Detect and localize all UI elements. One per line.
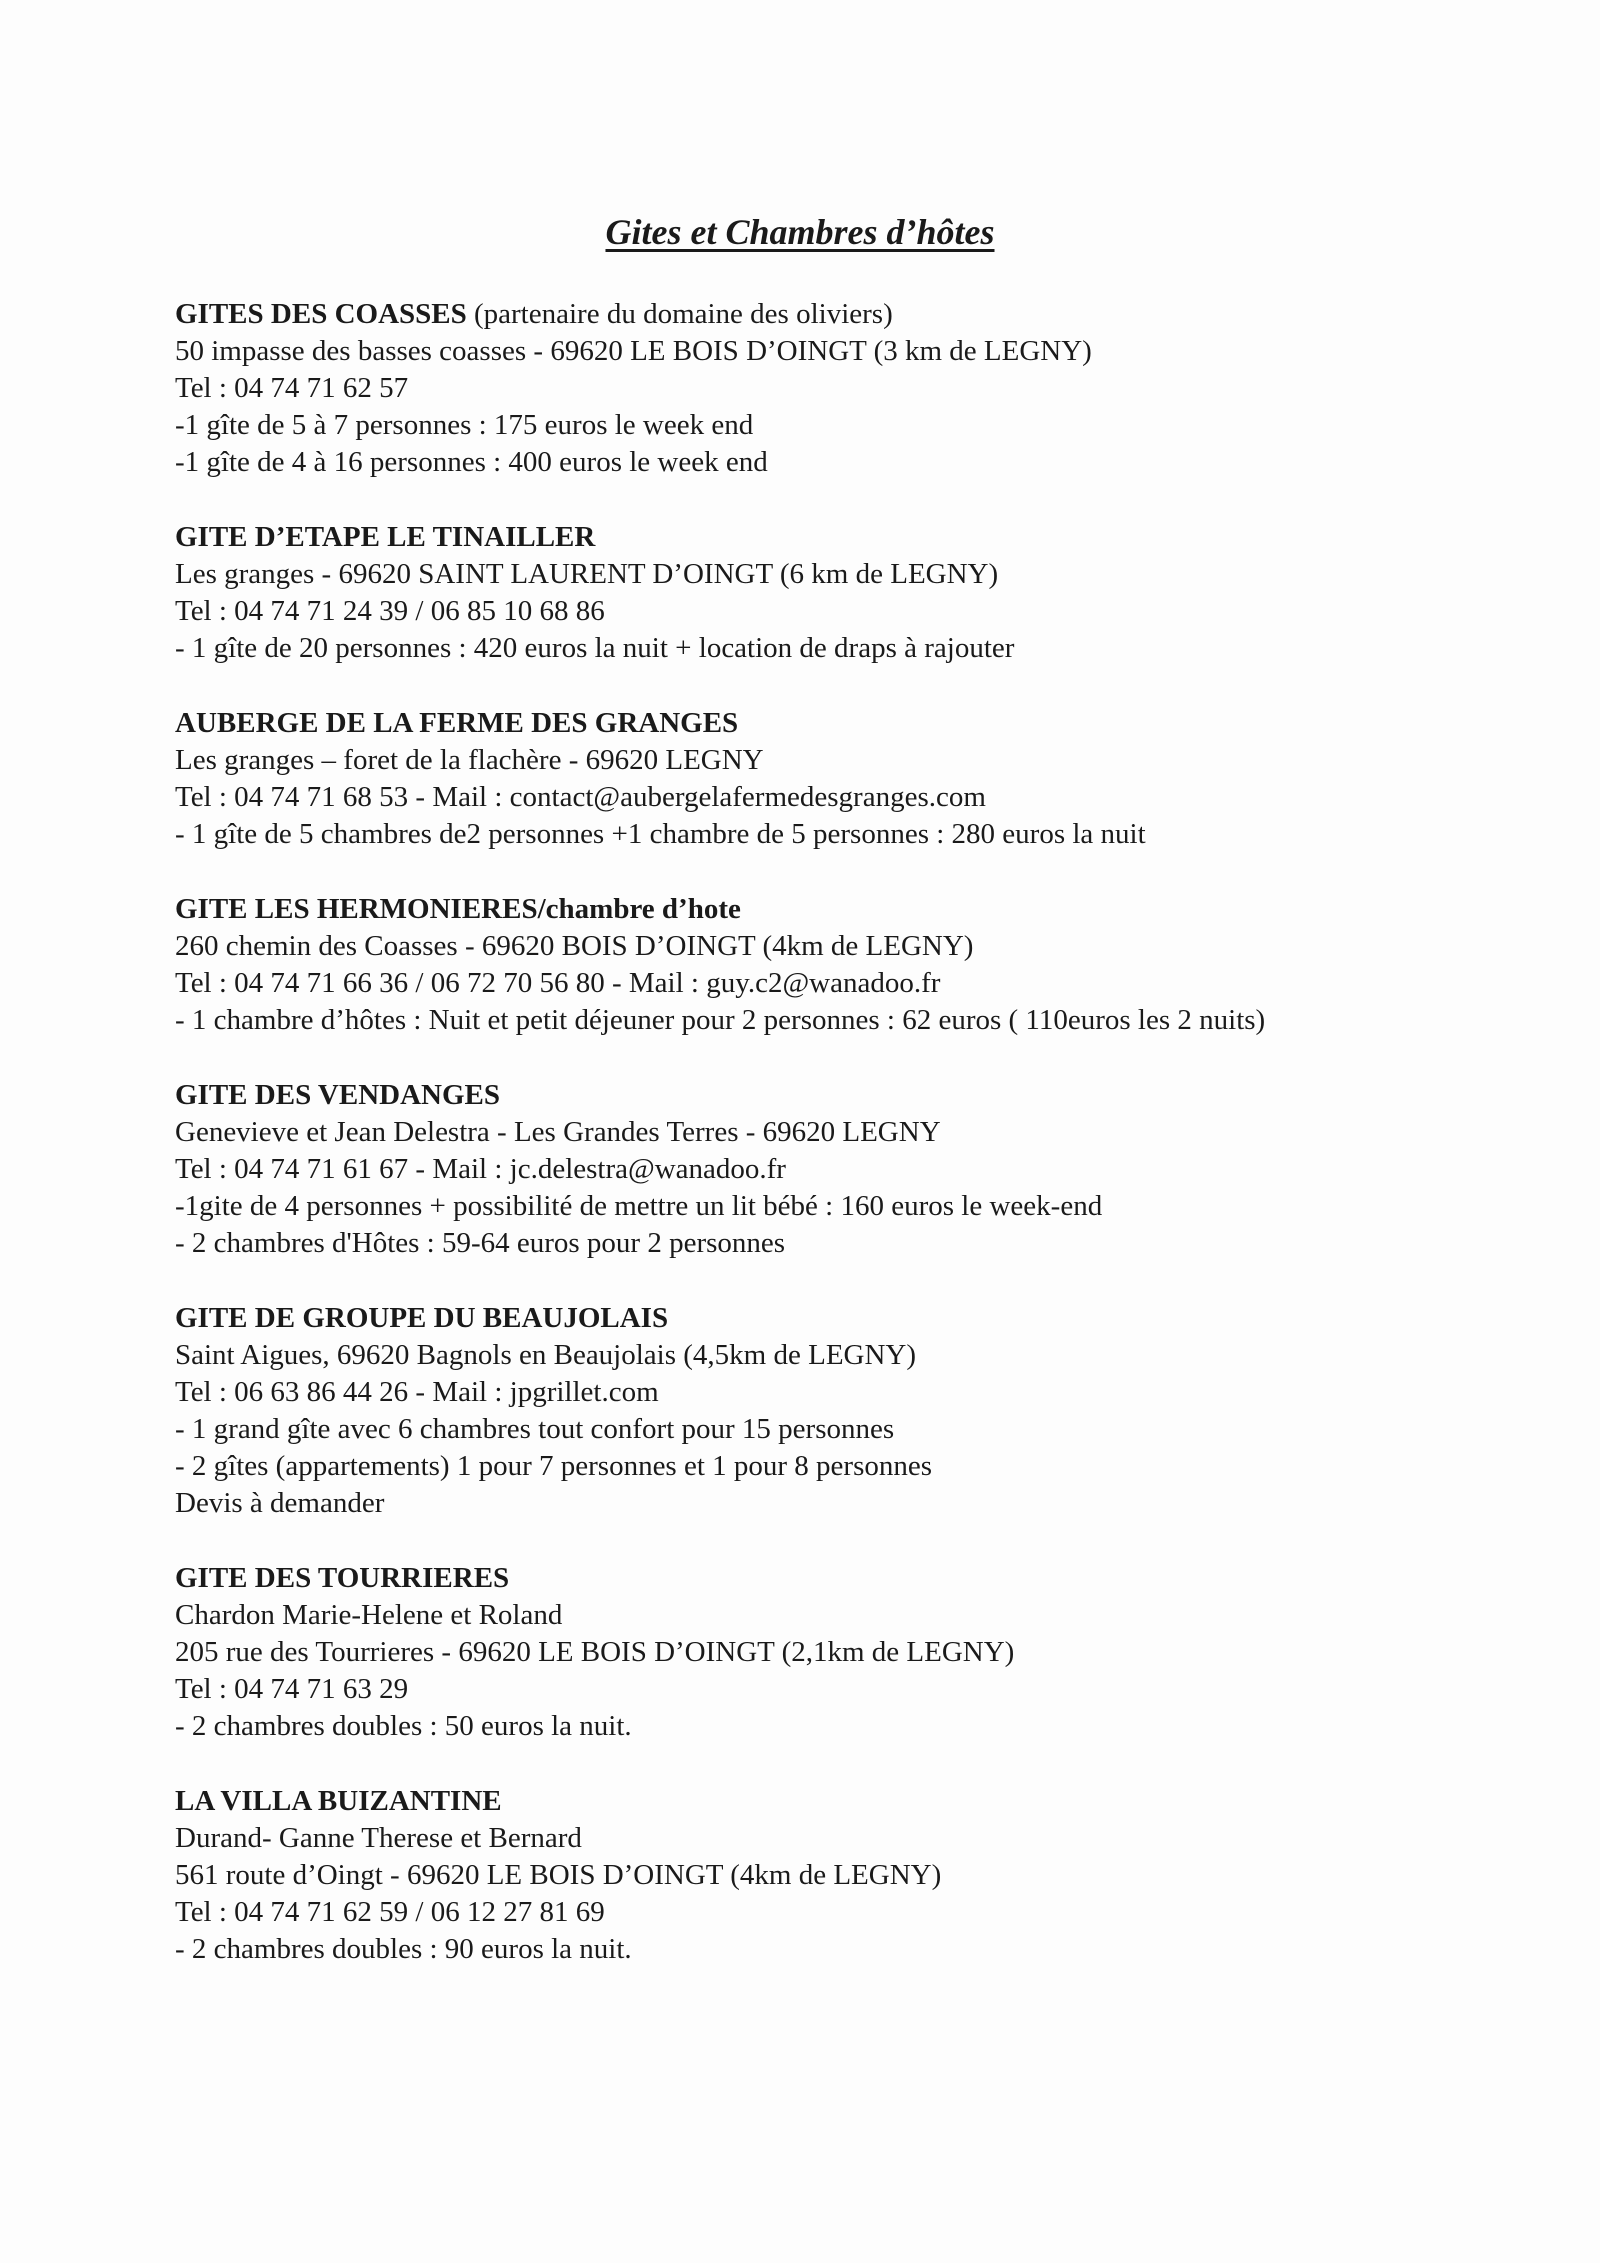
listing-name: GITE DES TOURRIERES xyxy=(175,1562,510,1594)
listing-entry xyxy=(175,519,1475,667)
listing-heading xyxy=(175,1077,1475,1114)
listing-detail-line: Les granges – foret de la flachère - 69620 LEGNY xyxy=(175,744,764,776)
listing-detail-line: - 2 chambres doubles : 50 euros la nuit. xyxy=(175,1710,632,1742)
listing-detail-line: - 1 chambre d’hôtes : Nuit et petit déjeuner pour 2 personnes : 62 euros ( 110euros les 2 nuits) xyxy=(175,1004,1266,1036)
page-title: Gites et Chambres d’hôtes xyxy=(605,212,995,252)
listing-detail-line: Saint Aigues, 69620 Bagnols en Beaujolais (4,5km de LEGNY) xyxy=(175,1339,917,1371)
listing-entry xyxy=(175,296,1475,481)
listing-detail-line: 561 route d’Oingt - 69620 LE BOIS D’OINGT (4km de LEGNY) xyxy=(175,1859,942,1891)
listing-detail-line: Genevieve et Jean Delestra - Les Grandes Terres - 69620 LEGNY xyxy=(175,1116,941,1148)
listing-detail-line: Tel : 04 74 71 24 39 / 06 85 10 68 86 xyxy=(175,595,605,627)
listing-entry xyxy=(175,1783,1475,1968)
listing-detail-line: Devis à demander xyxy=(175,1487,385,1519)
listing-detail-line: - 2 chambres doubles : 90 euros la nuit. xyxy=(175,1933,632,1965)
listing-heading xyxy=(175,705,1475,742)
listing-detail-line: - 1 gîte de 5 chambres de2 personnes +1 chambre de 5 personnes : 280 euros la nuit xyxy=(175,818,1146,850)
listing-entry xyxy=(175,1300,1475,1522)
listing-detail-line: -1 gîte de 4 à 16 personnes : 400 euros le week end xyxy=(175,446,768,478)
listing-heading xyxy=(175,891,1475,928)
listing-heading xyxy=(175,1783,1475,1820)
listing-detail-line: Tel : 04 74 71 62 59 / 06 12 27 81 69 xyxy=(175,1896,605,1928)
listing-detail-line: Tel : 04 74 71 68 53 - Mail : contact@aubergelafermedesgranges.com xyxy=(175,781,986,813)
listing-entry xyxy=(175,1560,1475,1745)
listing-detail-line: Les granges - 69620 SAINT LAURENT D’OINGT (6 km de LEGNY) xyxy=(175,558,999,590)
listing-name: GITES DES COASSES xyxy=(175,298,467,330)
listing-detail-line: Tel : 04 74 71 63 29 xyxy=(175,1673,409,1705)
listings xyxy=(175,296,1475,2006)
listing-heading xyxy=(175,519,1475,556)
listing-name: GITE D’ETAPE LE TINAILLER xyxy=(175,521,596,553)
listing-detail-line: Chardon Marie-Helene et Roland xyxy=(175,1599,563,1631)
listing-name: GITE DES VENDANGES xyxy=(175,1079,501,1111)
listing-detail-line: - 2 chambres d'Hôtes : 59-64 euros pour 2 personnes xyxy=(175,1227,786,1259)
listing-detail-line: - 1 grand gîte avec 6 chambres tout confort pour 15 personnes xyxy=(175,1413,895,1445)
listing-detail-line: Durand- Ganne Therese et Bernard xyxy=(175,1822,582,1854)
listing-entry xyxy=(175,891,1475,1039)
listing-detail-line: -1 gîte de 5 à 7 personnes : 175 euros le week end xyxy=(175,409,754,441)
listing-detail-line: - 1 gîte de 20 personnes : 420 euros la nuit + location de draps à rajouter xyxy=(175,632,1015,664)
listing-heading xyxy=(175,1560,1475,1597)
listing-detail-line: Tel : 04 74 71 61 67 - Mail : jc.delestra@wanadoo.fr xyxy=(175,1153,786,1185)
listing-name-suffix: /chambre d’hote xyxy=(537,893,741,925)
listing-detail-line: Tel : 04 74 71 66 36 / 06 72 70 56 80 - Mail : guy.c2@wanadoo.fr xyxy=(175,967,941,999)
listing-detail-line: 260 chemin des Coasses - 69620 BOIS D’OINGT (4km de LEGNY) xyxy=(175,930,974,962)
listing-detail-line: 205 rue des Tourrieres - 69620 LE BOIS D’OINGT (2,1km de LEGNY) xyxy=(175,1636,1015,1668)
listing-detail-line: Tel : 04 74 71 62 57 xyxy=(175,372,409,404)
listing-name: GITE LES HERMONIERES xyxy=(175,893,538,925)
listing-name-note: (partenaire du domaine des oliviers) xyxy=(466,298,893,330)
listing-detail-line: 50 impasse des basses coasses - 69620 LE BOIS D’OINGT (3 km de LEGNY) xyxy=(175,335,1092,367)
listing-detail-line: -1gite de 4 personnes + possibilité de mettre un lit bébé : 160 euros le week-end xyxy=(175,1190,1103,1222)
listing-detail-line: Tel : 06 63 86 44 26 - Mail : jpgrillet.com xyxy=(175,1376,659,1408)
listing-heading xyxy=(175,296,1475,333)
listing-name: GITE DE GROUPE DU BEAUJOLAIS xyxy=(175,1302,669,1334)
listing-heading xyxy=(175,1300,1475,1337)
listing-name: AUBERGE DE LA FERME DES GRANGES xyxy=(175,707,739,739)
listing-entry xyxy=(175,705,1475,853)
listing-entry xyxy=(175,1077,1475,1262)
listing-detail-line: - 2 gîtes (appartements) 1 pour 7 personnes et 1 pour 8 personnes xyxy=(175,1450,933,1482)
listing-name: LA VILLA BUIZANTINE xyxy=(175,1785,502,1817)
